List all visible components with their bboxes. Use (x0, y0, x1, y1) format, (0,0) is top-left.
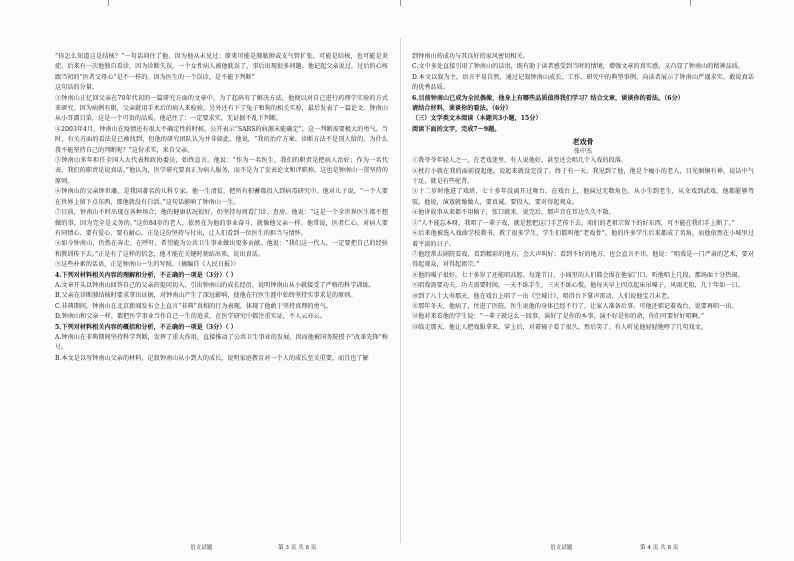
question-4-option-c: C.非典期间，钟南山在北京新闻发布会上直言“非典”真相的行为表现，体现了他敢于坚持真理的勇气。 (55, 302, 332, 310)
story-paragraph: ①我爷爷年轻人之一，在老戏迷里，有人说他好。甚至还会唱几个入戏的段落。 (412, 157, 628, 165)
question-5-option-d: D.本文以叙为主，语言平易自然，通过记叙钟南山成长、工作、研究中的典型事例，向读者展示了钟南山严谨求实、敢说真话的优秀品质。 (412, 73, 754, 92)
question-5-option-c: C.文中多处直接引用了钟南山的话语，既有助于读者感受到当时的情境，增强文章的真实感，又凸显了钟南山的精神品质。 (412, 63, 745, 71)
paragraph: ⑦目前，钟南山不时出现在各种场合，他的健康状况很好，仍坚持每周看门诊、查房。他说：“这是一个全世界医生都不想做的事，因为完全是义务的。”这位84岁的老人，依然在为他的事业奋斗，就像他父亲一样。他常说，医者仁心，对病人要有同情心、要有爱心、要有耐心。正是这份坚持与付出，让人们看到一位医生的担当与情怀。 (55, 209, 388, 237)
story-paragraph: ③十二岁时他进了戏班，七十多年没离开过舞台。在戏台上，他演过无数角色。从小生到老生，从文戏到武戏，他都能够驾驭。他说，演戏就像做人，要真诚，要投入，要对得起观众。 (412, 188, 754, 206)
footer-page-number-right: 第 4 页 共 8 页 (640, 545, 679, 551)
footer-subject-right: 语文试题 (550, 545, 573, 551)
story-paragraph: ②枕打小就在我的面前提起他，说起来就没完没了。终于有一天，我见到了他，他是个瘦小的老人，目光炯炯有神，说话中气十足，就是有些驼背。 (412, 167, 754, 186)
story-paragraph: ⑬临走那天，他让人把戏服拿来，穿上后，对着镜子看了很久，然后笑了。有人听见他轻轻地哼了几句戏文。 (412, 323, 707, 331)
paragraph: ⑧如今钟南山，仍然在奔走、在呼吁，希望能为公共卫生事业做出更多贡献。他说：“我们这一代人，一定要把自己的经验和教训传下去。”正是有了这样的信念，他才能在关键时刻站出来，说出真话。 (55, 240, 388, 258)
paragraph: 这句话的分量。 (55, 84, 99, 92)
story-paragraph: ⑨唱戏需要功夫，功夫需要时间，一天不练手生，三天不练心慌。他每天早上四点起床吊嗓子，风雨无阻，几十年如一日。 (412, 282, 744, 290)
paragraph: 到钟南山的成功与其良好的家风密切相关。 (412, 53, 529, 60)
story-paragraph: ⑥后来他被选入戏曲学校教书，教了很多学生，学生们都叫他“老戏骨”。他的许多学生后来都成了名角，而他依然在小城里过着平淡的日子。 (412, 230, 754, 248)
paragraph: ⑥钟南山的父亲钟世藩，是我国著名的儿科专家。他一生清贫，把所有积蓄都投入到病毒研究中。他对儿子说，“一个人要在世界上留下点东西，那他就没有白活。”这句话影响了钟南山一生。 (55, 188, 388, 206)
question-5-option-b: B.本文是以写钟南山父亲的材料，记叙钟南山从小到大的成长，说明家庭教育对一个人的成长至关重要，而且也了解 (55, 354, 369, 362)
story-paragraph: ⑤“人不能忘本呀，我唱了一辈子戏，就是想把这门手艺传下去，咱们的老祖宗留下的好东西，可不能在我们手上断了。” (412, 219, 735, 227)
paragraph: ⑨这些朴素的话语，正是钟南山一生的写照。（摘编自《人民日报》） (55, 261, 240, 269)
paragraph: ③钟南山正忆回父亲在70年代初的一篇研究方面的文章中，为了起码有了解决方法，他便以对自己进行药理学实验的方式来研究。因为病例有限，父亲就用手术后的病人来检验，另外还有下了兔子和狗的相关实验，最后发表了一篇论文。钟南山从小耳濡目染，这是一个可贵的品质，他记住了：一定要求实，无证据不乱下判断。 (55, 94, 388, 123)
question-6-hint: 请结合材料，谈谈你的看法。（6分） (412, 105, 512, 113)
question-6-stem: 6.目前钟南山已成为全民偶像，他身上有哪些品质值得我们学习？结合文章，谈谈你的看法。（6分） (412, 94, 684, 102)
story-paragraph: ⑩到了八十大寿那天，他在戏台上唱了一出《空城计》，唱得台下掌声雷动，人们说他宝刀未老。 (412, 292, 674, 300)
paragraph: “你怎么知道这是结核？”一句话问住了他，因为他从未见过；原来可能是肺脓肿或支气管扩张，可能是结核，也可能是炎症。后来有一次他独自看诊，因为诊断失误，一个女性病人被他耽误了，事后出现很多问题。他记起父亲说过，过后的心疼跟当初的“医者父母心”是不一样的。因为医生的一个误诊，是不能下判断” (55, 53, 388, 81)
footer-subject-left: 语文试题 (190, 545, 213, 551)
question-5-option-a: A.钟南山在非典期间坚持科学判断，发挥了重大作用，直接推动了公共卫生事业的发展，因而他被国务院授予“改革先锋”称号。 (55, 333, 388, 352)
reading-instruction: 阅读下面的文字，完成7～9题。 (412, 125, 501, 133)
story-paragraph: ⑫他对来看他的学生说：“一辈子就这么一回事，演好了是你的本事，演不好是你的命，你们可要好好唱啊。” (412, 313, 705, 321)
story-title: 老戏骨 (572, 137, 594, 147)
story-paragraph: ⑧他的嗓子很好，七十多岁了还能唱高腔。每逢节日，小城里的人们都会围在他家门口，听他唱上几段，那场面十分热闹。 (412, 271, 744, 279)
paragraph: ④2003年4月，钟南山在疫情还有很大不确定性的时候，公开表示“SARS的病源未能确定”，这一判断需要极大的勇气。当时，有关方面的看法是已被找到，但他的研究团队认为并非如此。他说，“我的治疗方案、诊断方法不是别人给的，为什么我不能坚持自己的判断呢？”这份求实，来自父亲。 (55, 125, 388, 154)
paragraph: ⑤钟南山多年担任全国人大代表和政协委员，始终直言。他说：“作为一名医生，我们的职责是把病人治好；作为一名代表，我们的职责是说真话。”他认为，医学研究要真正为病人服务，而不是为了发表论文和评职称，这也是钟南山一贯坚持的原则。 (55, 157, 388, 185)
question-4-option-b: B.父亲在诊断肺结核时要求拿出证据，对钟南山产生了深远影响，使他在行医生涯中始终坚持实事求是的原则。 (55, 292, 357, 300)
story-paragraph: ⑪那年冬天，他病了，住进了医院。医生说他的身体已经不行了，让家人准备后事。可他还惦记着戏台，说要再唱一出。 (412, 302, 738, 310)
story-author: 张中杰 (573, 148, 592, 156)
footer-page-number-left: 第 3 页 共 8 页 (278, 545, 317, 551)
right-page (400, 0, 794, 561)
question-4-option-d: D.钟南山和父亲一样，都把医学事业当作自己一生的追求，在医学研究中都注重实证，不人云亦云。 (55, 313, 326, 321)
story-paragraph: ⑦他经常去剧院看戏，看到精彩的地方，会大声叫好；看到不好的地方，也会直言不讳。他说：“唱戏是一门严肃的艺术，要对得起观众，对得起祖宗。” (412, 250, 754, 269)
section-heading: （三）文学类文本阅读（本题共3小题，15分） (412, 115, 542, 123)
question-4-option-a: A.文章开头以钟南山回答自己的父亲的提问切入，引出钟南山的成长经历，说明钟南山从小就接受了严格的科学训练。 (55, 281, 375, 289)
story-paragraph: ④他讲故事从来都不用稿子，张口就来。说完后，那声音在耳边久久不散。 (412, 209, 615, 217)
question-5-stem: 5.下列对材料相关内容的概括和分析，不正确的一项是（3分）（ ） (55, 323, 237, 331)
question-4-stem: 4.下列对材料相关内容的理解和分析，不正确的一项是（3分）（ ） (55, 271, 237, 279)
